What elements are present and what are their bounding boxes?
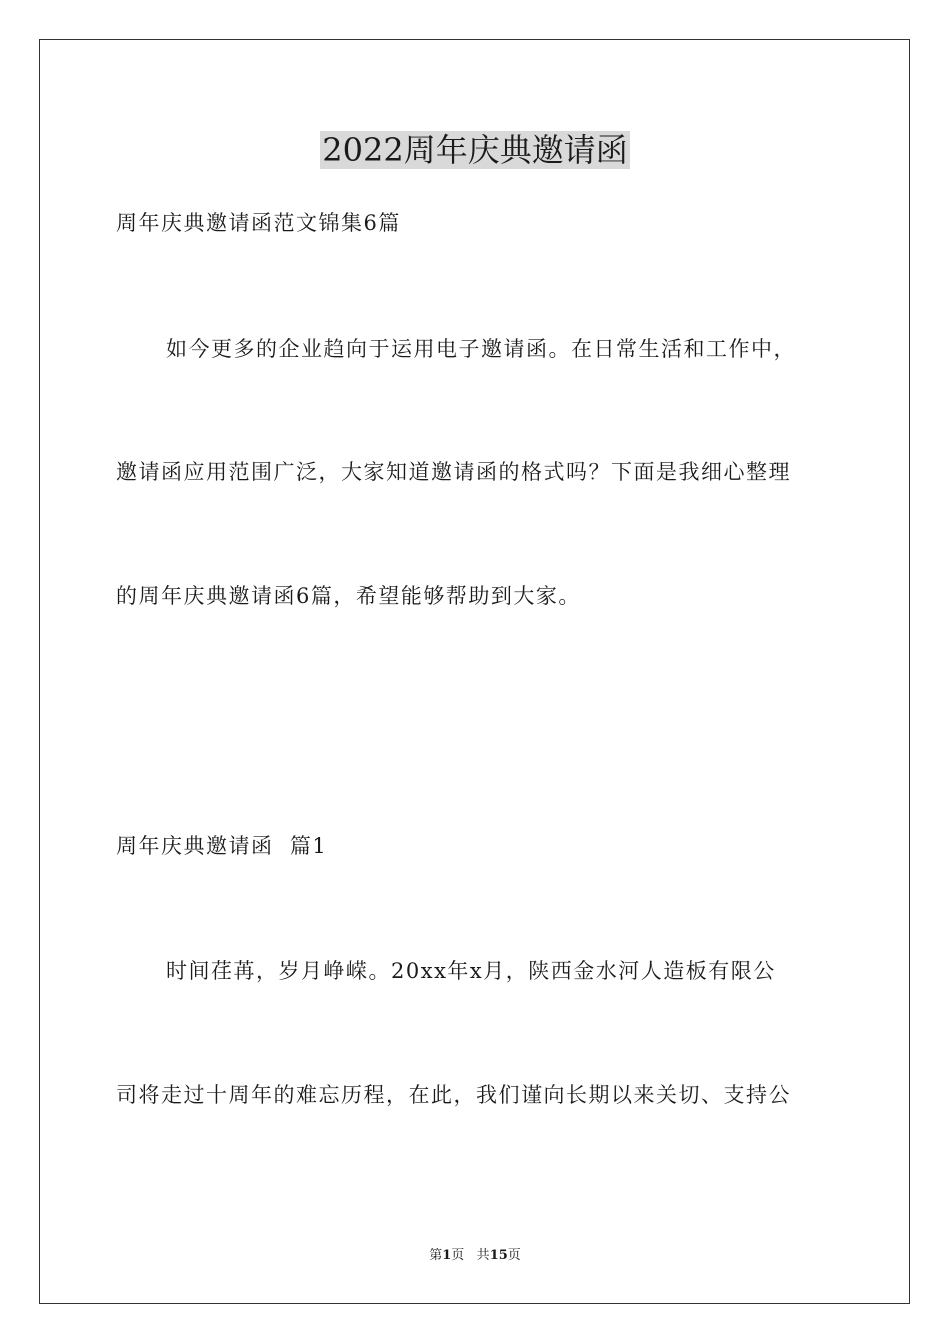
intro-line-2: 邀请函应用范围广泛，大家知道邀请函的格式吗？下面是我细心整理 (116, 460, 791, 484)
body-line-2: 司将走过十周年的难忘历程，在此，我们谨向长期以来关切、支持公 (116, 1083, 791, 1107)
footer-total-prefix: 共 (476, 1248, 490, 1263)
body-line-1: 时间荏苒，岁月峥嵘。20xx年x月，陕西金水河人造板有限公 (166, 959, 776, 983)
page-footer (0, 1246, 950, 1266)
intro-line-1: 如今更多的企业趋向于运用电子邀请函。在日常生活和工作中， (166, 337, 796, 361)
footer-total-pages: 15 (489, 1248, 508, 1263)
footer-total-suffix: 页 (507, 1248, 521, 1263)
section-heading: 周年庆典邀请函 篇1 (116, 834, 328, 858)
footer-page-number: 1 (442, 1248, 452, 1263)
document-title-text: 2022周年庆典邀请函 (322, 131, 628, 169)
intro-line-3: 的周年庆典邀请函6篇，希望能够帮助到大家。 (116, 584, 581, 608)
footer-page-prefix: 第 (429, 1248, 443, 1263)
document-title (0, 128, 950, 172)
footer-page-suffix: 页 (451, 1248, 465, 1263)
document-subtitle: 周年庆典邀请函范文锦集6篇 (116, 211, 401, 235)
